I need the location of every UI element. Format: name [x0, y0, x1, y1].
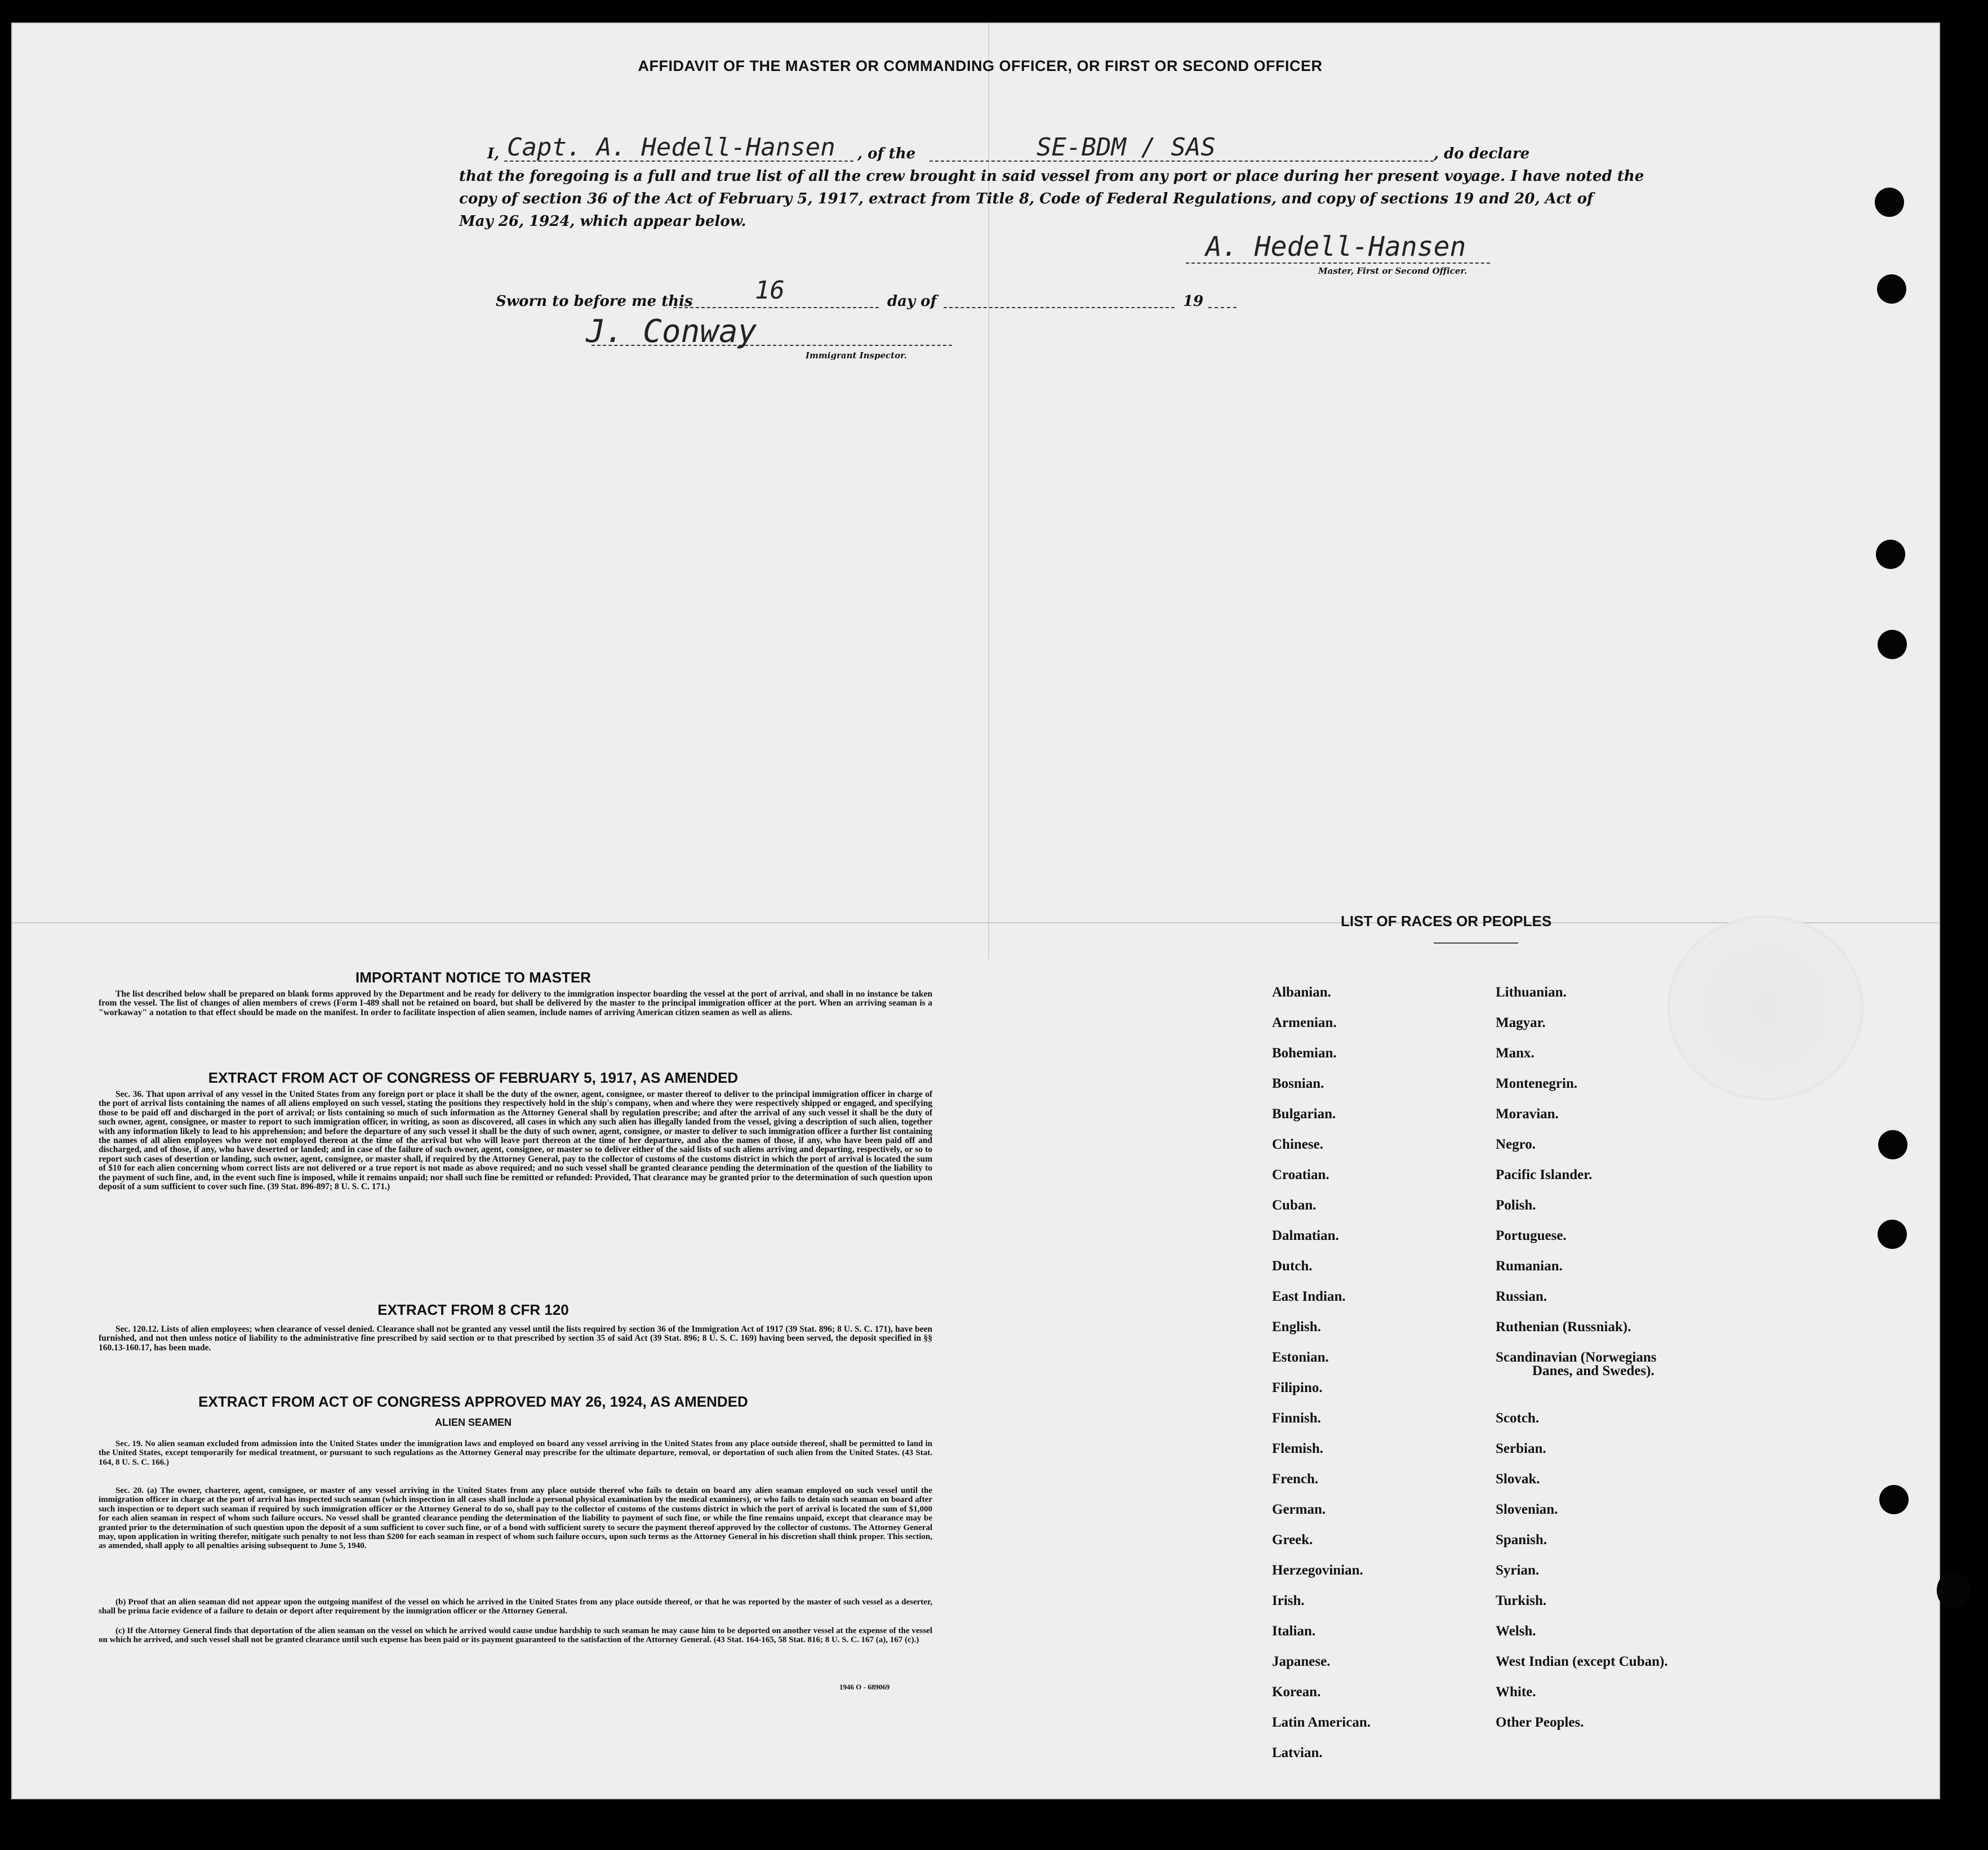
races-title: LIST OF RACES OR PEOPLES [1341, 913, 1552, 930]
race-item: Slovenian. [1496, 1502, 1558, 1517]
extract-1917-title: EXTRACT FROM ACT OF CONGRESS OF FEBRUARY 5, 1917, AS AMENDED [208, 1069, 739, 1086]
affidavit-line2: that the foregoing is a full and true list of all the crew brought in said vessel from any port or place during her present voyage. I have noted the [459, 168, 1644, 185]
sworn-prefix: Sworn to before me this [496, 293, 693, 310]
race-item: Scotch. [1496, 1411, 1540, 1426]
affidavit-title: AFFIDAVIT OF THE MASTER OR COMMANDING OFFICER, OR FIRST OR SECOND OFFICER [638, 57, 1323, 74]
race-item: Ruthenian (Russniak). [1496, 1319, 1631, 1335]
race-item: Other Peoples. [1496, 1715, 1584, 1730]
race-item: Bohemian. [1272, 1046, 1337, 1061]
extract-1917-text: Sec. 36. That upon arrival of any vessel in the United States from any foreign port or place it shall be the duty of the owner, agent, consignee, or master thereof to deliver to the principal immigration officer in charge of the port of arrival lists containing the names of all aliens employed on such vessel, stating the positions they respectively hold in the ship's company, when and where they were respectively shipped or engaged, and specifying those to be paid off and discharged in the port of arrival; or lists containing so much of such information as the Attorney General shall by regulation prescribe; and after the arrival of any such vessel it shall be the duty of such owner, agent, consignee, or master to report to such immigration officer, in writing, as soon as discovered, all cases in which any such alien has illegally landed from the vessel, giving a description of such alien, together with any information likely to lead to his apprehension; and before the departure of any such vessel it shall be the duty of such owner, agent, consignee, or master to deliver to such immigration officer a further list containing the names of all alien employees who were not employed thereon at the time of the arrival but who will leave port thereon at the time of her departure, and also the names of those, if any, who have been paid off and discharged, and of those, if any, who have deserted or landed; and in case of the failure of such owner, agent, consignee, or master so to deliver either of the said lists of such aliens arriving and departing, respectively, or so to report such cases of desertion or landing, such owner, agent, consignee, or master shall, if required by the Attorney General, pay to the collector of customs of the customs district in which the port of arrival is located the sum of $10 for each alien concerning whom correct lists are not delivered or a true report is not made as above required; and no such vessel shall be granted clearance pending the determination of the question of the liability to the payment of such fine, and, in the event such fine is imposed, while it remains unpaid; nor shall such fine be remitted or refunded: Provided, That clearance may be granted prior to the determination of such question upon deposit of a sum sufficient to cover such fine. (39 Stat. 896-897; 8 U. S. C. 171.) [99, 1089, 932, 1192]
inspector-caption: Immigrant Inspector. [806, 350, 907, 361]
race-item: Herzegovinian. [1272, 1563, 1363, 1578]
race-item: Bosnian. [1272, 1076, 1324, 1091]
embossed-seal [1667, 915, 1864, 1100]
race-item: Slovak. [1496, 1471, 1540, 1487]
extract-1924-subtitle: ALIEN SEAMEN [434, 1417, 512, 1428]
notice-title: IMPORTANT NOTICE TO MASTER [355, 969, 591, 986]
race-item: Turkish. [1496, 1593, 1547, 1608]
race-item: English. [1272, 1319, 1321, 1335]
master-caption: Master, First or Second Officer. [1318, 266, 1467, 276]
race-item: Estonian. [1272, 1350, 1329, 1365]
race-item: Portuguese. [1496, 1228, 1567, 1243]
race-item: Dalmatian. [1272, 1228, 1339, 1243]
punch-hole-5 [1878, 1130, 1907, 1159]
race-item: Serbian. [1496, 1441, 1546, 1456]
race-item: Cuban. [1272, 1198, 1317, 1213]
punch-hole-8 [1937, 1572, 1971, 1609]
race-item: Latvian. [1272, 1745, 1323, 1760]
race-item: Irish. [1272, 1593, 1305, 1608]
affidavit-line1-mid: , of the [857, 145, 916, 162]
race-item: Negro. [1496, 1137, 1536, 1152]
race-item: Manx. [1496, 1046, 1535, 1061]
race-item: Rumanian. [1496, 1258, 1563, 1274]
race-item: Magyar. [1496, 1015, 1546, 1030]
race-item: Montenegrin. [1496, 1076, 1578, 1091]
race-item: French. [1272, 1471, 1319, 1487]
race-item: Lithuanian. [1496, 985, 1567, 1000]
race-item: East Indian. [1272, 1289, 1346, 1304]
race-item: Bulgarian. [1272, 1106, 1336, 1122]
extract-cfr-text: Sec. 120.12. Lists of alien employees; when clearance of vessel denied. Clearance shall not be granted any vessel until the lists required by section 36 of the Immigration Act of 1917 (39 Stat. 896; 8 U. S. C. 171), have been furnished, and not then unless notice of liability to the administrative fine prescribed by said section or to that prescribed by section 35 of said Act (39 Stat. 896; 8 U. S. C. 169) having been served, the deposit specified in §§ 160.13-160.17, has been made. [99, 1324, 932, 1353]
extract-1924-sec20b: (b) Proof that an alien seaman did not appear upon the outgoing manifest of the vessel on which he arrived in the United States from any place outside thereof, or that he was reported by the master of such vessel as a deserter, shall be prima facie evidence of a failure to detain or deport after requirement by the immigration officer or the Attorney General. [99, 1598, 932, 1616]
race-item: Korean. [1272, 1684, 1321, 1700]
punch-hole-4 [1878, 630, 1907, 659]
extract-1924-sec20: Sec. 20. (a) The owner, charterer, agent, consignee, or master of any vessel arriving in the United States from any place outside thereof who fails to detain on board any alien seaman employed on such vessel until the immigration officer in charge at the port of arrival has inspected such seaman (which inspection in all cases shall include a personal physical examination by the medical examiners), or who fails to detain such seaman on board after such inspection or to deport such seaman if required by such immigration officer or the Attorney General to do so, shall pay to the collector of customs of the customs district in which the port of arrival is located the sum of $1,000 for each alien seaman in respect of whom such failure occurs. No vessel shall be granted clearance pending the determination of the liability to payment of such fine, or while the fine remains unpaid, except that clearance may be granted prior to the determination of such question upon the deposit of a sum sufficient to cover such fine, or of a bond with sufficient surety to secure the payment thereof approved by the collector of customs. The Attorney General may, upon application in writing therefor, mitigate such penalty to not less than $200 for each seaman in respect of whom such failure occurs, upon such terms as the Attorney General in his discretion shall think proper. This section, as amended, shall apply to all penalties arising subsequent to June 5, 1940. [99, 1486, 932, 1551]
race-item: Russian. [1496, 1289, 1547, 1304]
fold-line-horizontal [12, 922, 1939, 923]
year-prefix: 19 [1183, 293, 1204, 310]
extract-cfr-title: EXTRACT FROM 8 CFR 120 [377, 1301, 569, 1318]
punch-hole-1 [1875, 188, 1904, 217]
race-item: German. [1272, 1502, 1326, 1517]
sworn-day-handwritten: 16 [755, 276, 785, 305]
master-name-handwritten: Capt. A. Hedell-Hansen [507, 133, 835, 162]
race-item: Filipino. [1272, 1380, 1323, 1395]
punch-hole-6 [1878, 1220, 1907, 1249]
master-name-line [504, 161, 853, 162]
races-title-rule [1434, 942, 1518, 944]
extract-1924-sec20c: (c) If the Attorney General finds that deportation of the alien seaman on the vessel on which he arrived would cause undue hardship to such seaman he may cause him to be deported on another vessel at the expense of the vessel on which he arrived, and such vessel shall not be granted clearance until such expense has been paid or its payment guaranteed to the satisfaction of the Attorney General. (43 Stat. 164-165, 58 Stat. 816; 8 U. S. C. 167 (a), 167 (c).) [99, 1626, 932, 1645]
race-item: West Indian (except Cuban). [1496, 1654, 1668, 1669]
master-signature-line [1186, 263, 1490, 264]
affidavit-line4: May 26, 1924, which appear below. [459, 213, 746, 230]
punch-hole-3 [1876, 540, 1905, 569]
vessel-name-line [929, 161, 1434, 162]
sworn-day-line [673, 307, 879, 308]
race-item: Polish. [1496, 1198, 1536, 1213]
extract-1924-sec19: Sec. 19. No alien seaman excluded from admission into the United States under the immigration laws and employed on board any vessel arriving in the United States from any place outside thereof, shall be permitted to land in the United States, except temporarily for medical treatment, or pursuant to such regulations as the Attorney General may prescribe for the ultimate departure, removal, or deportation of such alien from the United States. (43 Stat. 164, 8 U. S. C. 166.) [99, 1439, 932, 1467]
affidavit-line1-prefix: I, [487, 145, 500, 162]
race-item: Welsh. [1496, 1624, 1536, 1639]
month-line [944, 307, 1175, 308]
race-item: Syrian. [1496, 1563, 1540, 1578]
affidavit-line3: copy of section 36 of the Act of February 5, 1917, extract from Title 8, Code of Federal Regulations, and copy of sections 19 and 20, Act of [459, 190, 1594, 207]
vessel-name-handwritten: SE-BDM / SAS [1037, 133, 1216, 162]
affidavit-line1-suffix: , do declare [1434, 145, 1530, 162]
race-item: Pacific Islander. [1496, 1167, 1593, 1182]
extract-1924-title: EXTRACT FROM ACT OF CONGRESS APPROVED MAY 26, 1924, AS AMENDED [198, 1393, 748, 1410]
race-item: Spanish. [1496, 1532, 1547, 1547]
race-item: Croatian. [1272, 1167, 1329, 1182]
race-item: Finnish. [1272, 1411, 1321, 1426]
print-code: 1946 O - 689069 [839, 1683, 890, 1691]
race-item: Greek. [1272, 1532, 1313, 1547]
master-signature: A. Hedell-Hansen [1206, 231, 1466, 263]
punch-hole-2 [1877, 274, 1906, 304]
punch-hole-7 [1879, 1485, 1909, 1514]
race-item: Latin American. [1272, 1715, 1371, 1730]
race-item: Italian. [1272, 1624, 1316, 1639]
fold-line-vertical [988, 24, 989, 959]
race-item: Dutch. [1272, 1258, 1313, 1274]
race-item: Moravian. [1496, 1106, 1559, 1122]
year-line [1208, 307, 1237, 308]
race-item: Flemish. [1272, 1441, 1323, 1456]
race-item: Scandinavian (Norwegians [1496, 1350, 1657, 1365]
notice-text: The list described below shall be prepared on blank forms approved by the Department and be ready for delivery to the immigration inspector boarding the vessel at the port of arrival, and shall in no instance be taken from the vessel. The list of changes of alien members of crews (Form I-489 shall not be retained on board, but shall be delivered by the master to the principal immigration officer at the port. When an arriving seaman is a "workaway" a notation to that effect should be made on the manifest. In order to facilitate inspection of alien seamen, include names of arriving American citizen seamen as well as aliens. [99, 989, 932, 1017]
day-of-label: day of [887, 293, 937, 310]
race-item: Chinese. [1272, 1137, 1323, 1152]
race-item: Armenian. [1272, 1015, 1337, 1030]
race-item: Danes, and Swedes). [1532, 1363, 1655, 1378]
inspector-signature: J. Conway [586, 313, 757, 350]
inspector-signature-line [591, 345, 952, 346]
race-item: White. [1496, 1684, 1536, 1700]
race-item: Albanian. [1272, 985, 1331, 1000]
race-item: Japanese. [1272, 1654, 1331, 1669]
